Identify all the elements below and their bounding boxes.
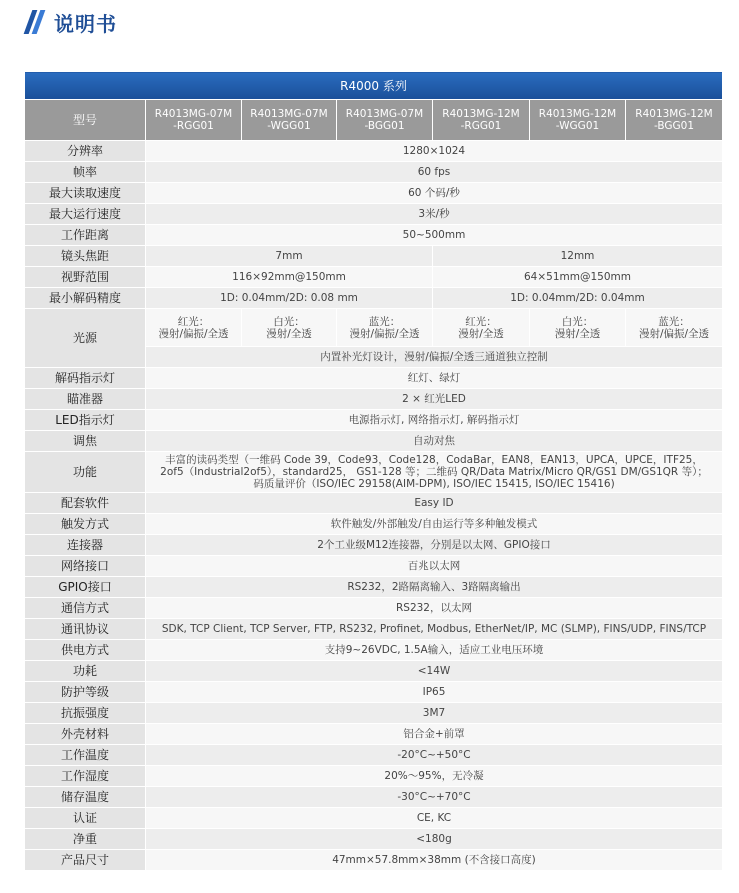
light-source-row <box>25 309 723 347</box>
row-label: 供电方式 <box>25 640 146 661</box>
model-cell: R4013MG-12M -WGG01 <box>530 100 626 141</box>
row-value: 红灯、绿灯 <box>146 368 723 389</box>
row-label: 抗振强度 <box>25 703 146 724</box>
row-label: 通信方式 <box>25 598 146 619</box>
row-value: IP65 <box>146 682 723 703</box>
row-label: 触发方式 <box>25 514 146 535</box>
functions-line: 码质量评价（ISO/IEC 29158(AIM-DPM), ISO/IEC 15415, ISO/IEC 15416) <box>253 478 615 490</box>
row-label: 净重 <box>25 829 146 850</box>
row-value: 3米/秒 <box>146 204 723 225</box>
row-value-right: 12mm <box>433 246 723 267</box>
light-cell: 蓝光： 漫射/偏振/全透 <box>626 309 723 347</box>
spec-row <box>25 368 723 389</box>
spec-row <box>25 598 723 619</box>
row-label: 储存温度 <box>25 787 146 808</box>
spec-row-split <box>25 246 723 267</box>
row-label: 网络接口 <box>25 556 146 577</box>
functions-line: 2of5（Industrial2of5），standard25， GS1-128 等；二维码 QR/Data Matrix/Micro QR/GS1 DM/GS1QR 等）； <box>160 466 708 478</box>
row-value: <14W <box>146 661 723 682</box>
row-label: 配套软件 <box>25 493 146 514</box>
row-value-left: 1D: 0.04mm/2D: 0.08 mm <box>146 288 433 309</box>
row-label: 最大运行速度 <box>25 204 146 225</box>
row-value: 50~500mm <box>146 225 723 246</box>
model-row <box>25 100 723 141</box>
model-cell: R4013MG-12M -RGG01 <box>433 100 530 141</box>
slash-logo-icon <box>24 8 44 36</box>
row-value: 2 × 红光LED <box>146 389 723 410</box>
model-cell: R4013MG-07M -RGG01 <box>146 100 242 141</box>
row-label: 功耗 <box>25 661 146 682</box>
row-label: 通讯协议 <box>25 619 146 640</box>
functions-line: 丰富的读码类型（一维码 Code 39，Code93，Code128，CodaBar，EAN8，EAN13，UPCA，UPCE，ITF25， <box>165 454 703 466</box>
series-title: R4000 系列 <box>25 72 723 100</box>
row-value: 1280×1024 <box>146 141 723 162</box>
row-value: 60 fps <box>146 162 723 183</box>
row-label: 解码指示灯 <box>25 368 146 389</box>
model-cell: R4013MG-12M -BGG01 <box>626 100 723 141</box>
row-value: SDK, TCP Client, TCP Server, FTP, RS232, Profinet, Modbus, EtherNet/IP, MC (SLMP), FINS/UDP, FINS/TCP <box>146 619 723 640</box>
row-value: 软件触发/外部触发/自由运行等多种触发模式 <box>146 514 723 535</box>
row-value: Easy ID <box>146 493 723 514</box>
spec-row-split <box>25 267 723 288</box>
spec-row <box>25 514 723 535</box>
row-value: <180g <box>146 829 723 850</box>
spec-row <box>25 766 723 787</box>
row-label: GPIO接口 <box>25 577 146 598</box>
row-label: 外壳材料 <box>25 724 146 745</box>
row-label: 工作温度 <box>25 745 146 766</box>
row-label: 防护等级 <box>25 682 146 703</box>
row-label: 镜头焦距 <box>25 246 146 267</box>
spec-row <box>25 661 723 682</box>
spec-row <box>25 162 723 183</box>
row-value: RS232，以太网 <box>146 598 723 619</box>
row-value-right: 1D: 0.04mm/2D: 0.04mm <box>433 288 723 309</box>
row-value: 自动对焦 <box>146 431 723 452</box>
spec-row <box>25 225 723 246</box>
row-value-left: 116×92mm@150mm <box>146 267 433 288</box>
row-value-left: 7mm <box>146 246 433 267</box>
row-label: 光源 <box>25 309 146 368</box>
row-label: LED指示灯 <box>25 410 146 431</box>
row-value: 铝合金+前罩 <box>146 724 723 745</box>
row-value: 2个工业级M12连接器，分别是以太网、GPIO接口 <box>146 535 723 556</box>
spec-row <box>25 787 723 808</box>
spec-row-split <box>25 288 723 309</box>
spec-row <box>25 619 723 640</box>
spec-table <box>24 71 723 871</box>
row-label: 最小解码精度 <box>25 288 146 309</box>
spec-row <box>25 389 723 410</box>
row-value: 支持9~26VDC, 1.5A输入，适应工业电压环境 <box>146 640 723 661</box>
row-label: 认证 <box>25 808 146 829</box>
model-cell: R4013MG-07M -WGG01 <box>242 100 337 141</box>
row-value: 3M7 <box>146 703 723 724</box>
functions-row <box>25 452 723 493</box>
row-label: 瞄准器 <box>25 389 146 410</box>
row-label: 最大读取速度 <box>25 183 146 204</box>
row-value: 60 个码/秒 <box>146 183 723 204</box>
light-cell: 红光： 漫射/偏振/全透 <box>146 309 242 347</box>
row-label: 工作距离 <box>25 225 146 246</box>
page-heading <box>24 8 117 36</box>
row-value: CE, KC <box>146 808 723 829</box>
spec-row <box>25 724 723 745</box>
series-header-row <box>25 72 723 100</box>
functions-value <box>146 452 723 493</box>
page-title: 说明书 <box>54 11 117 36</box>
light-cell: 红光： 漫射/全透 <box>433 309 530 347</box>
row-label: 产品尺寸 <box>25 850 146 871</box>
spec-row <box>25 183 723 204</box>
row-value-right: 64×51mm@150mm <box>433 267 723 288</box>
row-value: 百兆以太网 <box>146 556 723 577</box>
spec-row <box>25 703 723 724</box>
spec-row <box>25 808 723 829</box>
spec-row <box>25 577 723 598</box>
spec-row <box>25 556 723 577</box>
spec-row <box>25 493 723 514</box>
row-value: 20%～95%，无冷凝 <box>146 766 723 787</box>
row-label: 分辨率 <box>25 141 146 162</box>
light-cell: 蓝光： 漫射/偏振/全透 <box>337 309 433 347</box>
model-cell: R4013MG-07M -BGG01 <box>337 100 433 141</box>
row-label: 视野范围 <box>25 267 146 288</box>
spec-row <box>25 141 723 162</box>
row-label: 调焦 <box>25 431 146 452</box>
row-value: -30°C~+70°C <box>146 787 723 808</box>
spec-row <box>25 640 723 661</box>
spec-row <box>25 745 723 766</box>
spec-row <box>25 535 723 556</box>
row-label: 连接器 <box>25 535 146 556</box>
row-label: 功能 <box>25 452 146 493</box>
spec-row <box>25 410 723 431</box>
light-source-note: 内置补光灯设计，漫射/偏振/全透三通道独立控制 <box>146 347 723 368</box>
row-label: 帧率 <box>25 162 146 183</box>
spec-row <box>25 829 723 850</box>
spec-row <box>25 431 723 452</box>
model-label: 型号 <box>25 100 146 141</box>
row-value: 47mm×57.8mm×38mm (不含接口高度) <box>146 850 723 871</box>
spec-row <box>25 682 723 703</box>
row-value: 电源指示灯, 网络指示灯, 解码指示灯 <box>146 410 723 431</box>
spec-row <box>25 204 723 225</box>
row-value: RS232，2路隔离输入、3路隔离输出 <box>146 577 723 598</box>
spec-row <box>25 850 723 871</box>
light-cell: 白光： 漫射/全透 <box>530 309 626 347</box>
row-label: 工作湿度 <box>25 766 146 787</box>
row-value: -20°C~+50°C <box>146 745 723 766</box>
light-cell: 白光： 漫射/全透 <box>242 309 337 347</box>
